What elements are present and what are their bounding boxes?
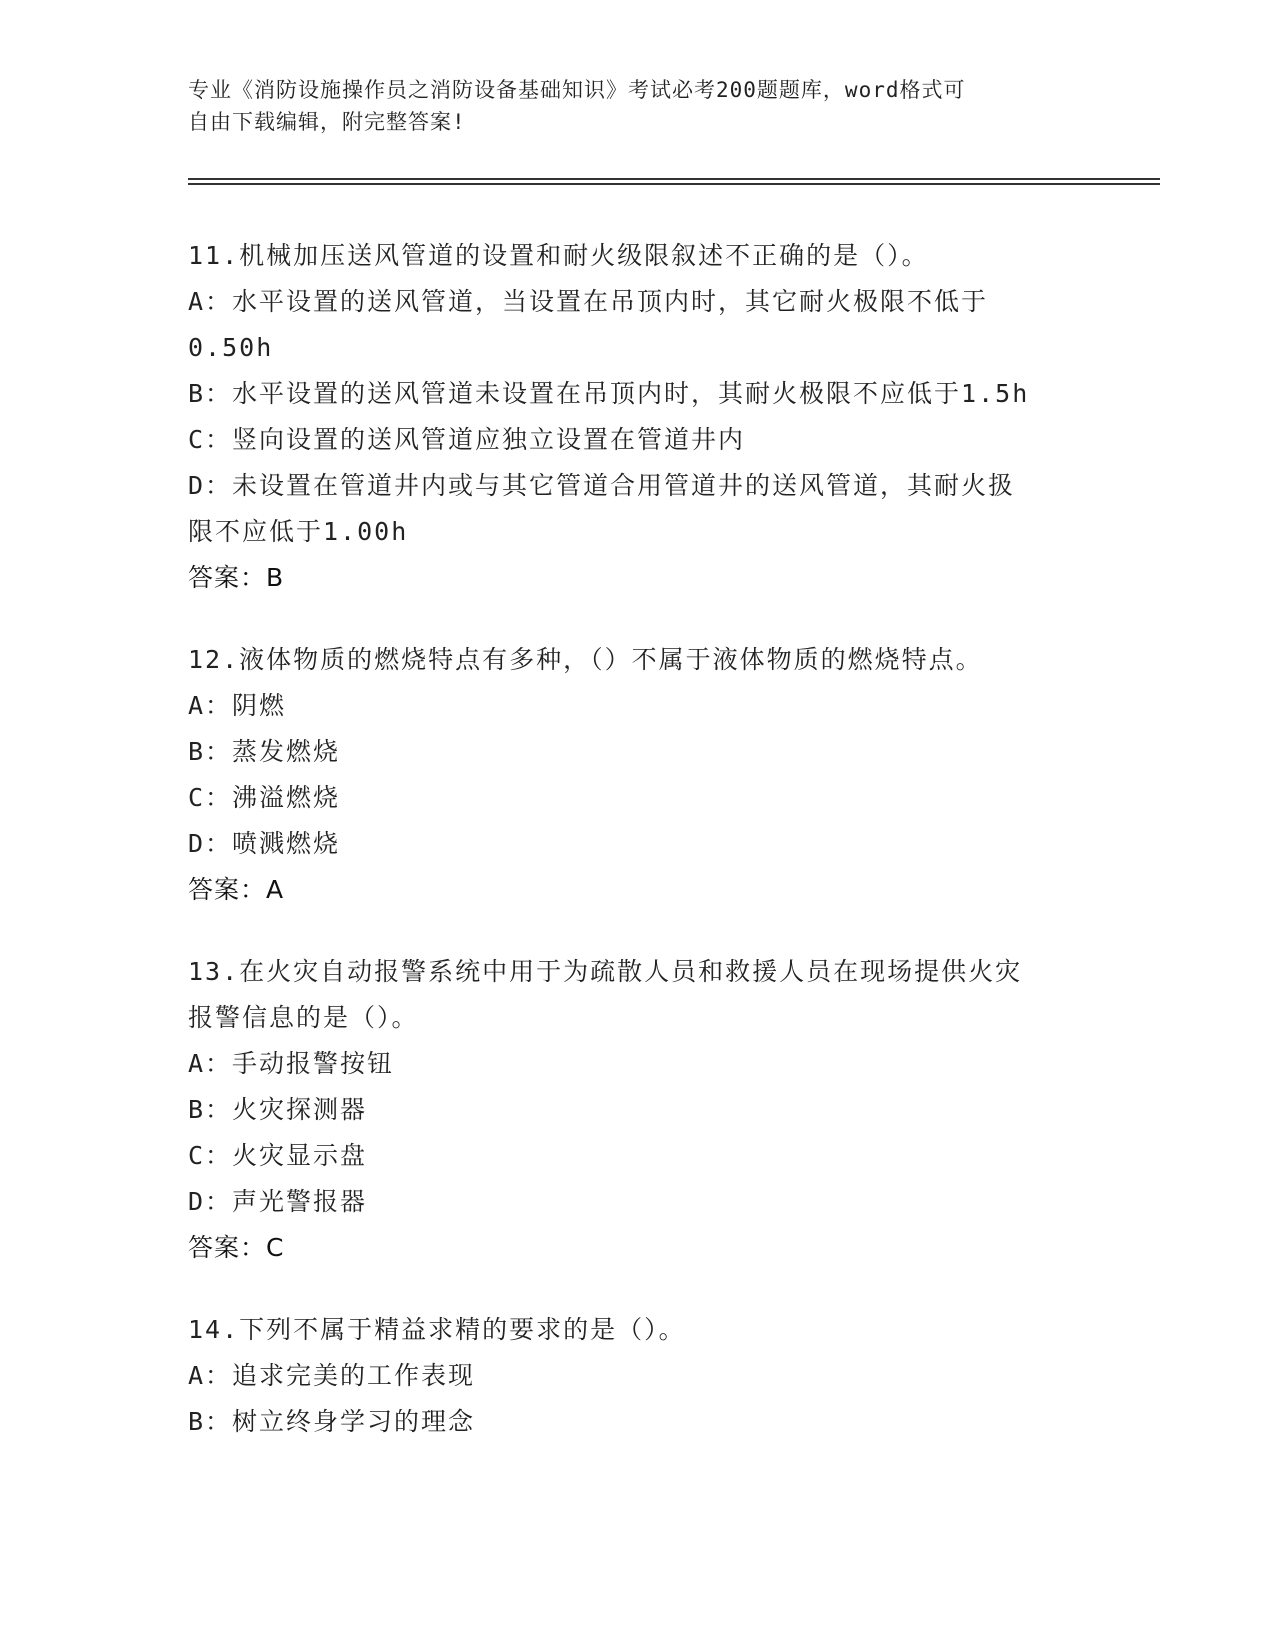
option-b: B：树立终身学习的理念 bbox=[188, 1407, 476, 1436]
option-b: B：水平设置的送风管道未设置在吊顶内时，其耐火极限不应低于1.5h bbox=[188, 379, 1030, 408]
option-b: B：火灾探测器 bbox=[188, 1095, 368, 1124]
header-line-2: 自由下载编辑，附完整答案! bbox=[188, 110, 466, 134]
question-12 bbox=[188, 637, 1088, 913]
question-11 bbox=[188, 233, 1088, 601]
option-c: C：竖向设置的送风管道应独立设置在管道井内 bbox=[188, 425, 746, 454]
question-stem: 14.下列不属于精益求精的要求的是（）。 bbox=[188, 1315, 686, 1344]
option-b: B：蒸发燃烧 bbox=[188, 737, 341, 766]
option-a-text-cont: 0.50h bbox=[188, 333, 274, 362]
question-stem bbox=[188, 949, 1088, 1041]
question-stem: 12.液体物质的燃烧特点有多种，（）不属于液体物质的燃烧特点。 bbox=[188, 645, 983, 674]
option-a: A：手动报警按钮 bbox=[188, 1049, 395, 1078]
question-list bbox=[188, 233, 1088, 1481]
option-d: D：喷溅燃烧 bbox=[188, 829, 341, 858]
option-a: A：追求完美的工作表现 bbox=[188, 1361, 476, 1390]
option-c: C：沸溢燃烧 bbox=[188, 783, 341, 812]
option-a-text: A：水平设置的送风管道，当设置在吊顶内时，其它耐火极限不低于 bbox=[188, 287, 989, 316]
document-header bbox=[188, 74, 1068, 138]
question-stem-line-1: 13.在火灾自动报警系统中用于为疏散人员和救援人员在现场提供火灾 bbox=[188, 957, 1023, 986]
header-divider-top bbox=[188, 178, 1160, 180]
question-13 bbox=[188, 949, 1088, 1271]
answer-line: 答案：A bbox=[188, 875, 285, 904]
option-c: C：火灾显示盘 bbox=[188, 1141, 368, 1170]
answer-line: 答案：B bbox=[188, 563, 285, 592]
option-a bbox=[188, 279, 1088, 371]
answer-line: 答案：C bbox=[188, 1233, 285, 1262]
question-14 bbox=[188, 1307, 1088, 1445]
option-d-text: D：未设置在管道井内或与其它管道合用管道井的送风管道，其耐火扱 bbox=[188, 471, 1016, 500]
option-d-text-cont: 限不应低于1.00h bbox=[188, 517, 409, 546]
header-divider-bottom bbox=[188, 183, 1160, 185]
question-stem: 11.机械加压送风管道的设置和耐火级限叙述不正确的是（）。 bbox=[188, 241, 929, 270]
option-a: A：阴燃 bbox=[188, 691, 287, 720]
question-stem-line-2: 报警信息的是（）。 bbox=[188, 1003, 419, 1032]
option-d: D：声光警报器 bbox=[188, 1187, 368, 1216]
header-line-1: 专业《消防设施操作员之消防设备基础知识》考试必考200题题库，word格式可 bbox=[188, 78, 966, 102]
option-d bbox=[188, 463, 1088, 555]
